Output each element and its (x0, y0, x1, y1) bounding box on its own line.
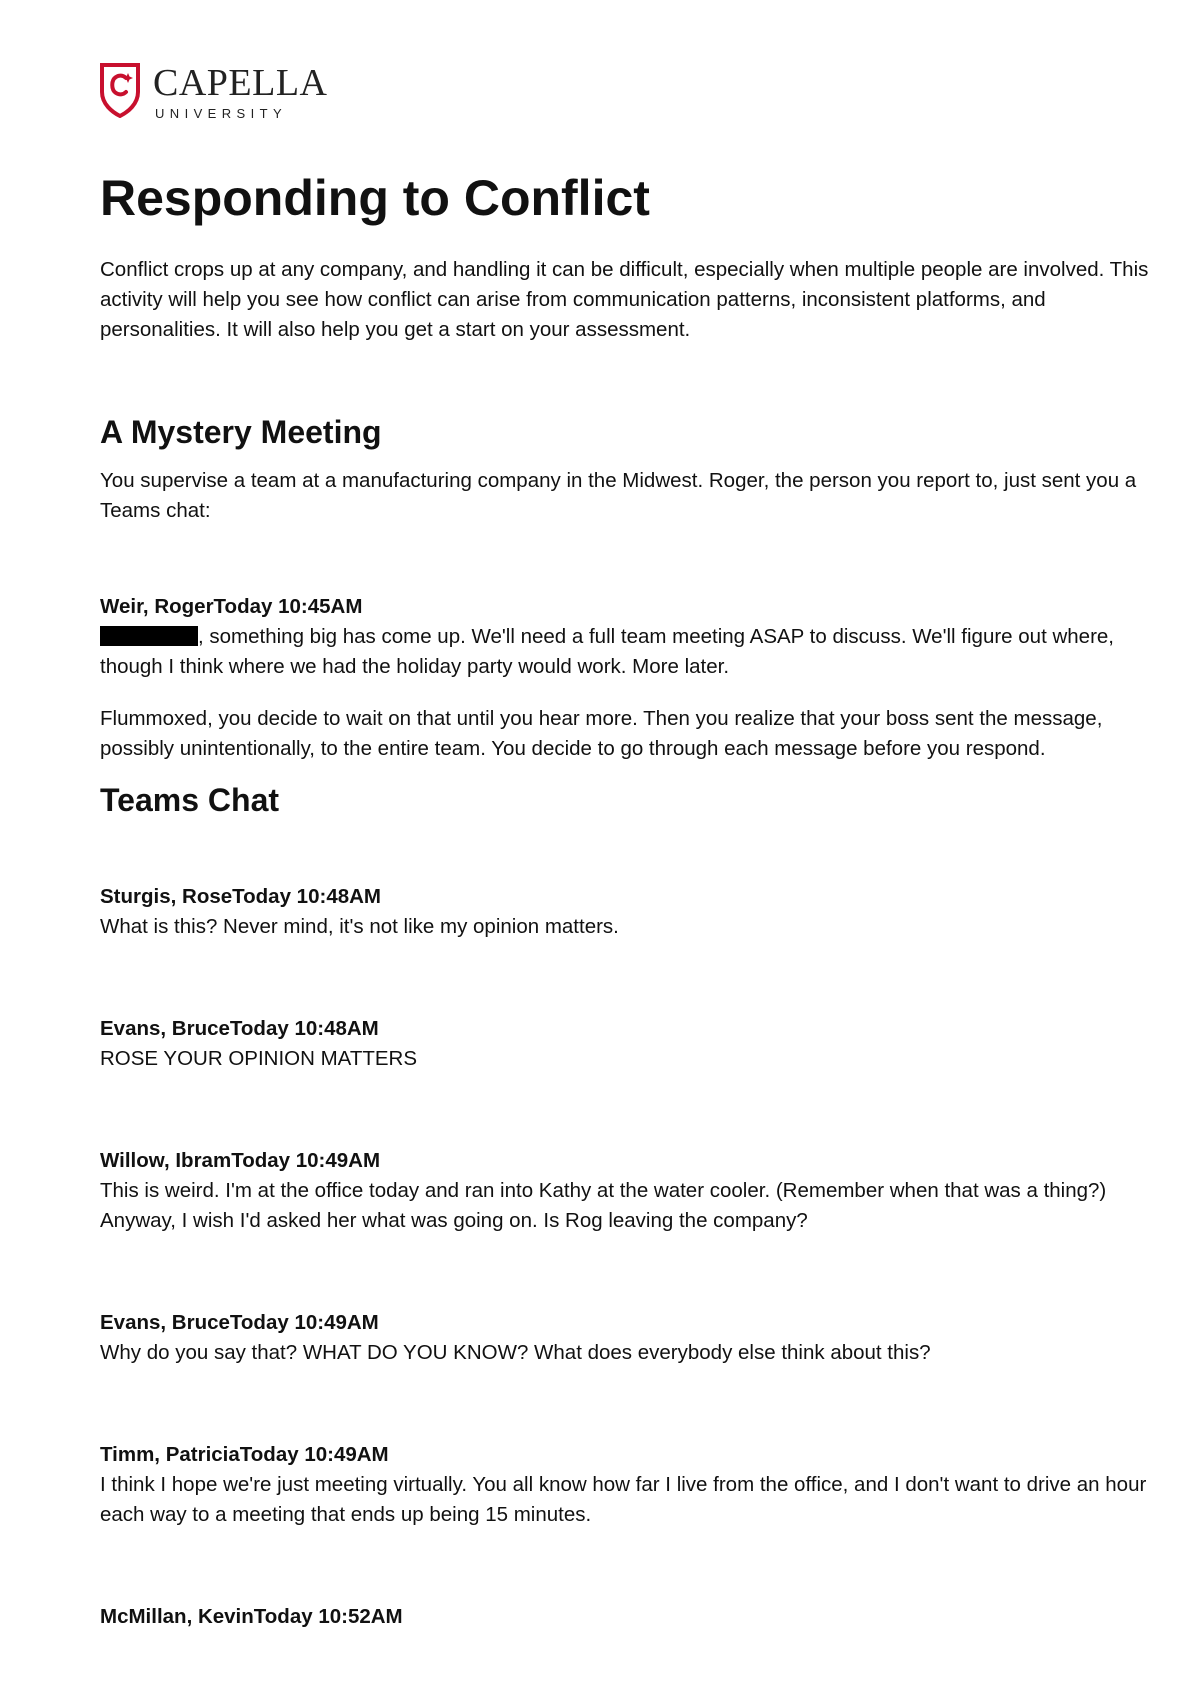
document-content (100, 168, 1160, 1632)
message-sender: McMillan, Kevin (100, 1605, 254, 1628)
message-time: Today 10:48AM (232, 885, 381, 908)
message-sender: Evans, Bruce (100, 1311, 230, 1334)
message-header (100, 882, 1160, 912)
message-time: Today 10:52AM (253, 1605, 403, 1628)
intro-paragraph: Conflict crops up at any company, and handling it can be difficult, especially when multiple people are involved. This activity will help you see how conflict can arise from communication patterns, inconsistent platforms, and personalities. It will also help you get a start on your assessment. (100, 258, 1149, 341)
message-sender: Evans, Bruce (100, 1017, 230, 1040)
mystery-paragraph: You supervise a team at a manufacturing company in the Midwest. Roger, the person you report to, just sent you a Teams chat: (100, 469, 1137, 522)
followup-paragraph: Flummoxed, you decide to wait on that until you hear more. Then you realize that your boss sent the message, possibly unintentionally, to the entire team. You decide to go through each message before you respond. (100, 707, 1103, 760)
capella-shield-icon (99, 62, 141, 118)
message-time: Today 10:49AM (229, 1311, 379, 1334)
chat-message (100, 1014, 1160, 1074)
capella-logo (99, 62, 328, 121)
message-time: Today 10:48AM (229, 1017, 379, 1040)
page-title: Responding to Conflict (100, 170, 650, 226)
redacted-name (100, 626, 198, 646)
chat-message (100, 1440, 1160, 1530)
message-sender: Willow, Ibram (100, 1149, 232, 1172)
logo-name: CAPELLA (153, 62, 328, 104)
message-body: Why do you say that? WHAT DO YOU KNOW? What does everybody else think about this? (100, 1341, 931, 1364)
message-header (100, 1308, 1160, 1338)
message-text: , something big has come up. We'll need a full team meeting ASAP to discuss. We'll figure out where, though I think where we had the holiday party would work. More later. (100, 625, 1115, 678)
logo-subtitle: UNIVERSITY (155, 106, 288, 121)
message-body (100, 622, 1160, 682)
mystery-heading: A Mystery Meeting (100, 414, 382, 450)
message-sender: Weir, Roger (100, 595, 214, 618)
message-header (100, 1440, 1160, 1470)
roger-message (100, 592, 1160, 682)
message-body: What is this? Never mind, it's not like my opinion matters. (100, 915, 619, 938)
message-sender: Timm, Patricia (100, 1443, 240, 1466)
message-sender: Sturgis, Rose (100, 885, 233, 908)
message-time: Today 10:45AM (213, 595, 363, 618)
message-header (100, 1146, 1160, 1176)
message-header (100, 1014, 1160, 1044)
message-body: I think I hope we're just meeting virtually. You all know how far I live from the office, and I don't want to drive an hour each way to a meeting that ends up being 15 minutes. (100, 1473, 1147, 1526)
message-header (100, 592, 1160, 622)
chat-message (100, 1602, 1160, 1632)
chat-message (100, 1308, 1160, 1368)
message-body: This is weird. I'm at the office today and ran into Kathy at the water cooler. (Remember when that was a thing?) Anyway, I wish I'd asked her what was going on. Is Rog leaving the company? (100, 1179, 1107, 1232)
chat-message (100, 882, 1160, 942)
message-time: Today 10:49AM (231, 1149, 381, 1172)
chat-message (100, 1146, 1160, 1236)
message-header (100, 1602, 1160, 1632)
teams-chat-messages (100, 882, 1160, 1632)
teams-heading: Teams Chat (100, 782, 280, 818)
message-time: Today 10:49AM (239, 1443, 389, 1466)
message-body: ROSE YOUR OPINION MATTERS (100, 1047, 418, 1070)
